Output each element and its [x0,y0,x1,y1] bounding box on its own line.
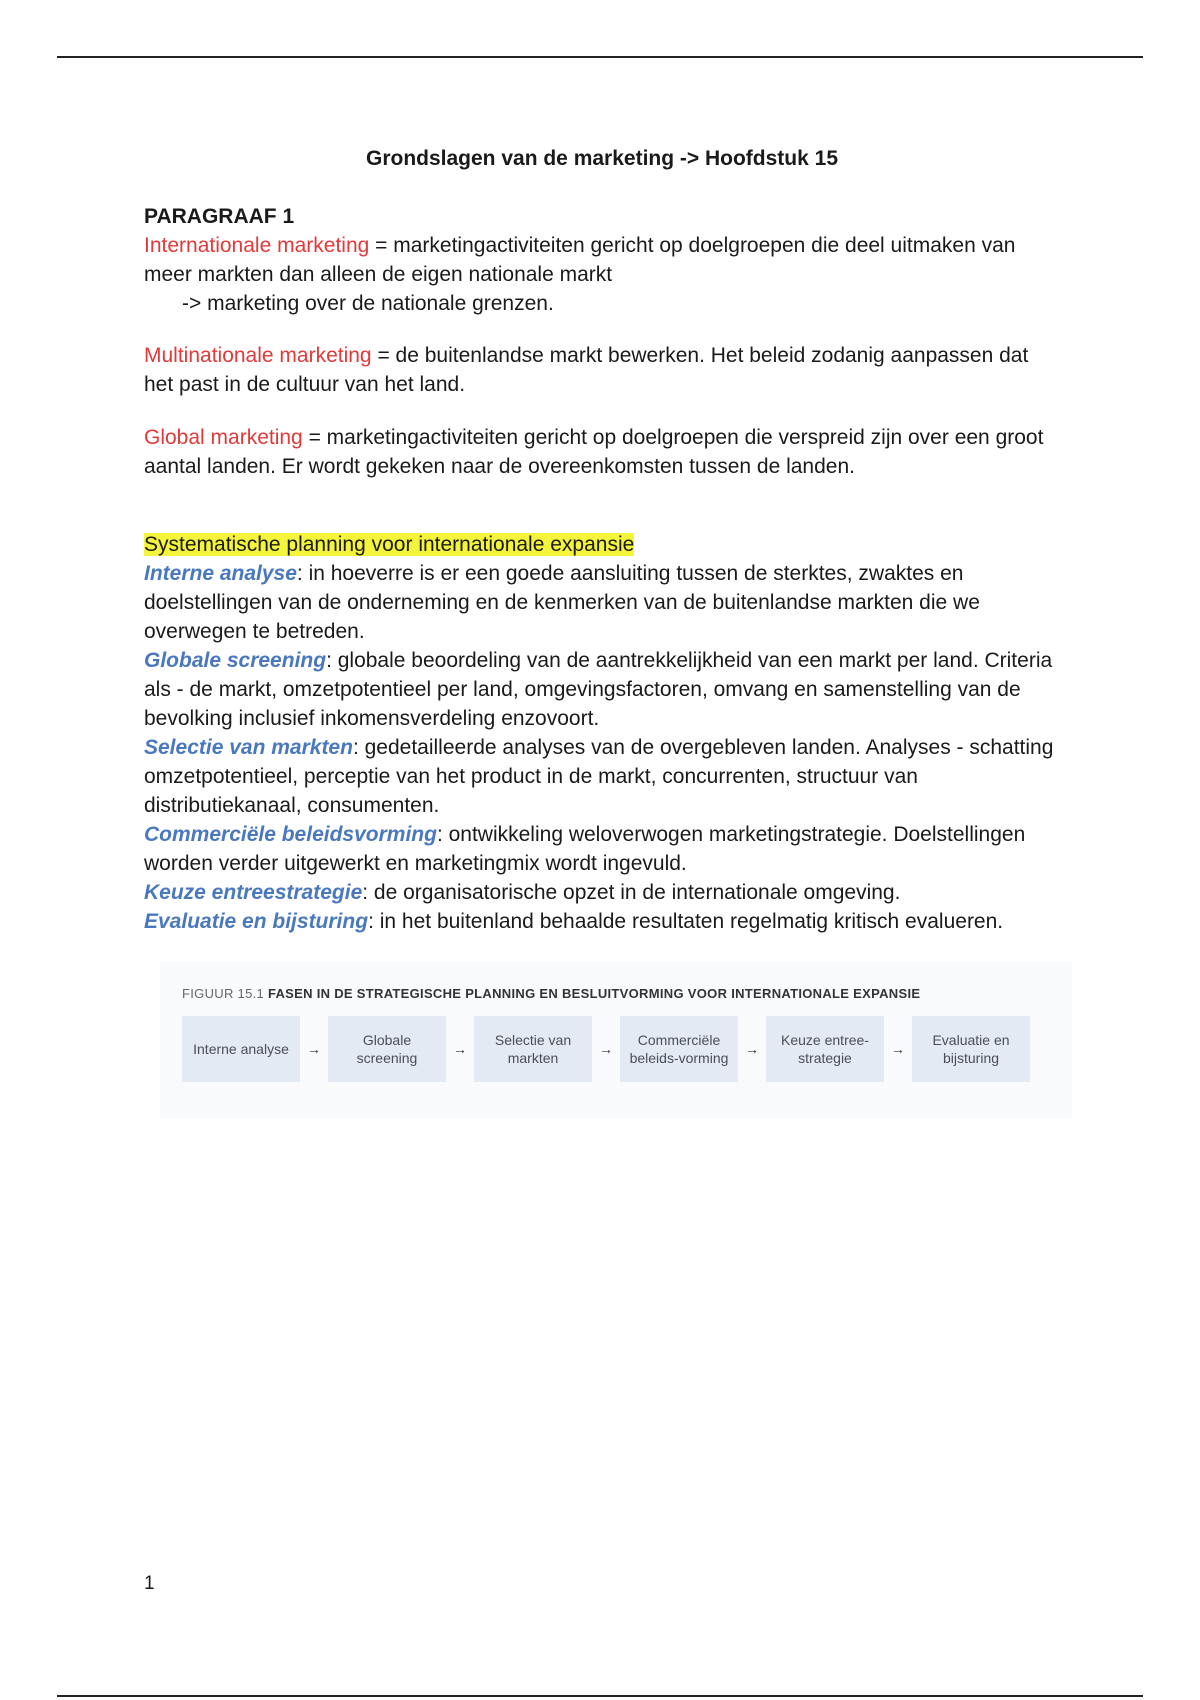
definition-term: Internationale marketing [144,234,370,257]
planning-section [144,530,1060,936]
figure-flow [182,1016,1030,1082]
definition-multinationale-marketing [144,341,1060,399]
figure-caption [182,986,920,1002]
document-title: Grondslagen van de marketing -> Hoofdstuk 15 [365,147,839,170]
flow-step-evaluatie-en-bijsturing: Evaluatie en bijsturing [912,1016,1030,1082]
planning-text: : gedetailleerde analyses van de overgebleven landen. Analyses - schatting omzetpotentieel, perceptie van het product in de markt, concurrenten, structuur van distributiekanaal, consumenten. [144,736,1054,817]
planning-text: : in het buitenland behaalde resultaten regelmatig kritisch evalueren. [368,910,1004,933]
flow-step-keuze-entreestrategie: Keuze entree-strategie [766,1016,884,1082]
definition-text: = marketingactiviteiten gericht op doelgroepen die deel uitmaken van meer markten dan alleen de eigen nationale markt [144,234,1016,286]
flow-step-globale-screening: Globale screening [328,1016,446,1082]
arrow-right-icon: → [745,1041,759,1057]
arrow-right-icon: → [891,1041,905,1057]
definition-subnote: -> marketing over de nationale grenzen. [182,292,554,315]
planning-term: Keuze entreestrategie [144,881,363,904]
definition-term: Global marketing [144,426,303,449]
figure-caption-number: FIGUUR 15.1 [182,986,265,1001]
planning-item [144,907,1060,936]
arrow-right-icon: → [307,1041,321,1057]
flow-step-commerciele-beleidsvorming: Commerciële beleids-vorming [620,1016,738,1082]
planning-term: Interne analyse [144,562,297,585]
definition-global-marketing [144,423,1060,481]
flow-step-selectie-van-markten: Selectie van markten [474,1016,592,1082]
definition-text: = marketingactiviteiten gericht op doelgroepen die verspreid zijn over een groot aantal landen. Er wordt gekeken naar de overeenkomsten tussen de landen. [144,426,1044,478]
planning-term: Evaluatie en bijsturing [144,910,369,933]
planning-term: Globale screening [144,649,327,672]
definition-internationale-marketing [144,231,1060,318]
planning-item [144,559,1060,646]
planning-item [144,733,1060,820]
arrow-right-icon: → [453,1041,467,1057]
planning-term: Commerciële beleidsvorming [144,823,437,846]
flow-step-interne-analyse: Interne analyse [182,1016,300,1082]
planning-item [144,878,1060,907]
planning-text: : ontwikkeling weloverwogen marketingstrategie. Doelstellingen worden verder uitgewerkt en marketingmix wordt ingevuld. [144,823,1026,875]
planning-heading: Systematische planning voor internationale expansie [144,533,635,556]
definition-text: = de buitenlandse markt bewerken. Het beleid zodanig aanpassen dat het past in de cultuur van het land. [144,344,1029,396]
figure-caption-text: FASEN IN DE STRATEGISCHE PLANNING EN BESLUITVORMING VOOR INTERNATIONALE EXPANSIE [267,986,921,1001]
figure-15-1 [160,962,1072,1118]
arrow-right-icon: → [599,1041,613,1057]
planning-text: : de organisatorische opzet in de internationale omgeving. [362,881,901,904]
footer-rule [57,1695,1143,1697]
definition-term: Multinationale marketing [144,344,372,367]
paragraph-heading: PARAGRAAF 1 [144,205,295,228]
planning-text: : globale beoordeling van de aantrekkelijkheid van een markt per land. Criteria als - de markt, omzetpotentieel per land, omgevingsfactoren, omvang en samenstelling van de bevolking inclusief inkomensverdeling enzovoort. [144,649,1053,730]
planning-item [144,820,1060,878]
planning-text: : in hoeverre is er een goede aansluiting tussen de sterktes, zwaktes en doelstellingen van de onderneming en de kenmerken van de buitenlandse markten die we overwegen te betreden. [144,562,980,643]
header-rule [57,56,1143,58]
planning-item [144,646,1060,733]
planning-term: Selectie van markten [144,736,353,759]
page-number: 1 [144,1573,155,1594]
